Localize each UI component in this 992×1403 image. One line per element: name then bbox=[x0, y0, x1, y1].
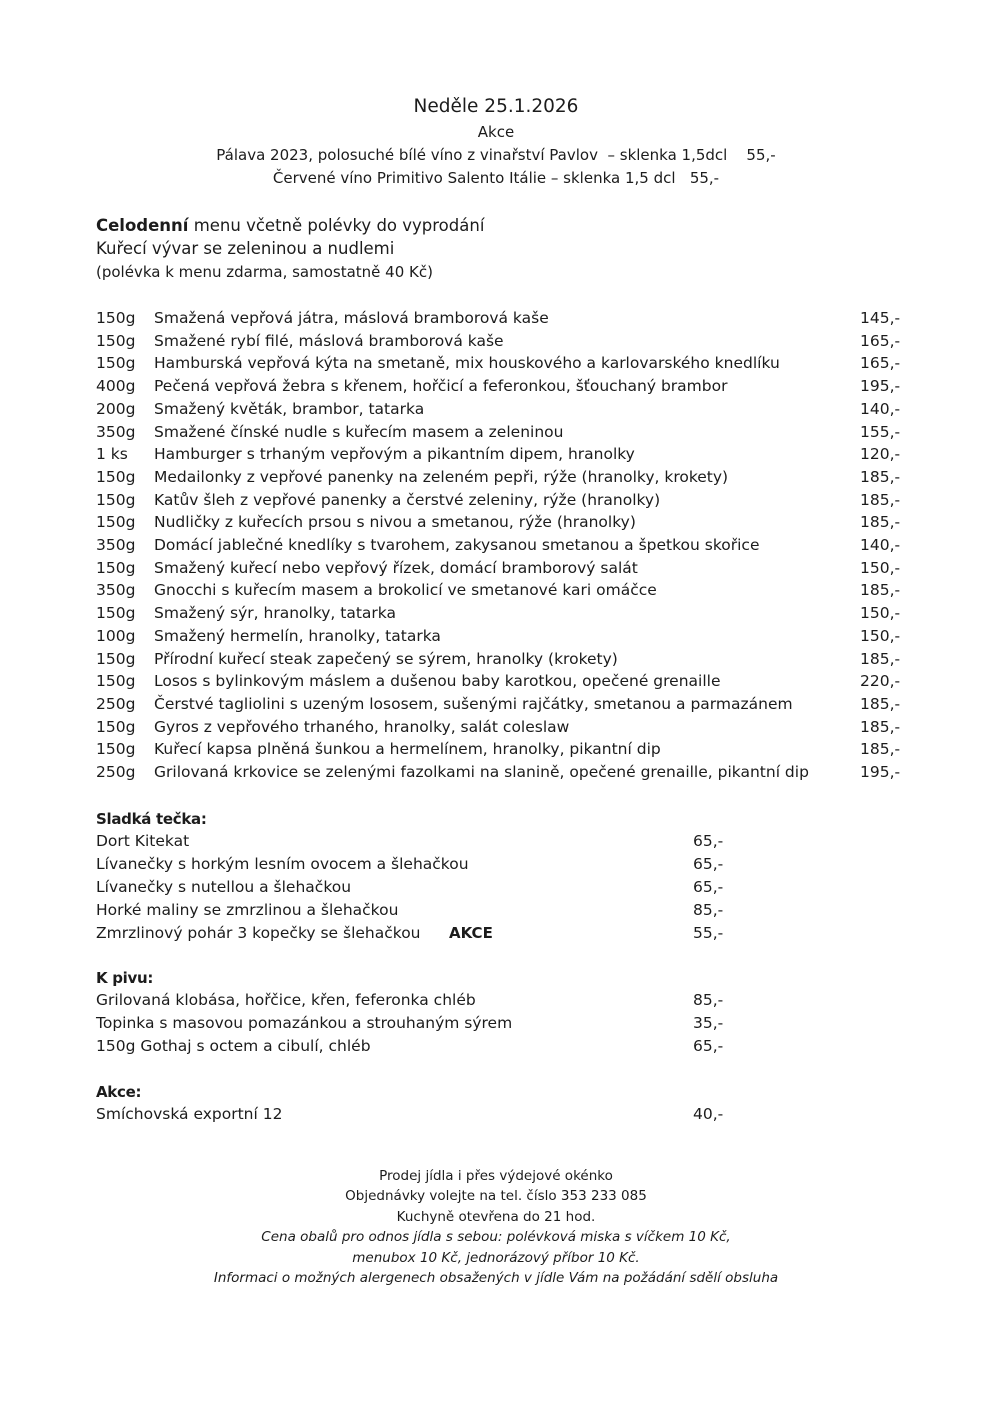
dessert-item-price: 65,- bbox=[693, 854, 724, 873]
promo-label: Akce bbox=[477, 123, 515, 141]
menu-item-name: Přírodní kuřecí steak zapečený se sýrem, hranolky (krokety) bbox=[154, 649, 618, 668]
menu-item-weight: 150g bbox=[96, 354, 136, 373]
menu-item-price: 195,- bbox=[860, 763, 901, 781]
desserts-heading: Sladká tečka: bbox=[96, 810, 207, 828]
menu-item-weight: 350g bbox=[96, 422, 136, 441]
dessert-item bbox=[0, 924, 992, 946]
menu-item-name: Smažený hermelín, hranolky, tatarka bbox=[154, 626, 441, 645]
menu-item-weight: 350g bbox=[96, 536, 136, 554]
daily-menu-intro-bold: Celodenní bbox=[96, 216, 189, 235]
menu-item bbox=[0, 650, 992, 672]
menu-item-price: 165,- bbox=[860, 331, 901, 350]
dessert-item bbox=[0, 878, 992, 900]
menu-item-weight: 150g bbox=[96, 309, 136, 327]
menu-item-weight: 100g bbox=[96, 626, 136, 645]
menu-item-price: 185,- bbox=[860, 581, 901, 600]
soup-of-day: Kuřecí vývar se zeleninou a nudlemi bbox=[96, 239, 395, 258]
dessert-item-price: 85,- bbox=[693, 900, 724, 919]
menu-item-name: Domácí jablečné knedlíky s tvarohem, zakysanou smetanou a špetkou skořice bbox=[154, 536, 760, 554]
menu-item-name: Hamburger s trhaným vepřovým a pikantním dipem, hranolky bbox=[154, 445, 635, 464]
menu-item-weight: 150g bbox=[96, 467, 136, 486]
menu-item-weight: 1 ks bbox=[96, 445, 128, 464]
menu-item-weight: 150g bbox=[96, 717, 136, 736]
menu-item bbox=[0, 309, 992, 331]
menu-item bbox=[0, 400, 992, 422]
menu-item-price: 185,- bbox=[860, 490, 901, 509]
menu-item-price: 165,- bbox=[860, 354, 901, 373]
menu-item-name: Grilovaná krkovice se zelenými fazolkami na slanině, opečené grenaille, pikantní dip bbox=[154, 763, 809, 781]
menu-item bbox=[0, 604, 992, 626]
menu-item bbox=[0, 468, 992, 490]
beer-snack-item bbox=[0, 1014, 992, 1036]
menu-item-weight: 250g bbox=[96, 694, 136, 713]
menu-item-weight: 350g bbox=[96, 581, 136, 600]
menu-item-weight: 150g bbox=[96, 513, 136, 532]
dessert-item bbox=[0, 832, 992, 854]
menu-item-name: Kuřecí kapsa plněná šunkou a hermelínem, hranolky, pikantní dip bbox=[154, 740, 661, 759]
promo-item bbox=[0, 1105, 992, 1127]
menu-item-price: 185,- bbox=[860, 467, 901, 486]
footer-line-phone: Objednávky volejte na tel. číslo 353 233 085 bbox=[345, 1188, 647, 1204]
beer-snack-item-price: 85,- bbox=[693, 991, 724, 1009]
menu-item-name: Smažené rybí filé, máslová bramborová kaše bbox=[154, 331, 504, 350]
daily-menu-intro bbox=[96, 216, 484, 235]
dessert-item bbox=[0, 855, 992, 877]
menu-item-price: 195,- bbox=[860, 377, 901, 396]
menu-item-price: 150,- bbox=[860, 558, 901, 577]
menu-item bbox=[0, 513, 992, 535]
menu-item-name: Katův šleh z vepřové panenky a čerstvé zeleniny, rýže (hranolky) bbox=[154, 490, 661, 509]
menu-item-name: Čerstvé tagliolini s uzeným lososem, sušenými rajčátky, smetanou a parmazánem bbox=[154, 694, 793, 713]
dessert-item-name: Lívanečky s horkým lesním ovocem a šlehačkou bbox=[96, 854, 469, 873]
menu-item-weight: 250g bbox=[96, 763, 136, 781]
beer-snack-item-name: Grilovaná klobása, hořčice, křen, feferonka chléb bbox=[96, 991, 476, 1009]
menu-item-price: 150,- bbox=[860, 604, 901, 623]
menu-item-name: Smažený květák, brambor, tatarka bbox=[154, 399, 425, 418]
menu-item-name: Smažený sýr, hranolky, tatarka bbox=[154, 604, 396, 623]
menu-item bbox=[0, 491, 992, 513]
soup-note: (polévka k menu zdarma, samostatně 40 Kč) bbox=[96, 263, 433, 281]
menu-item-name: Gyros z vepřového trhaného, hranolky, salát coleslaw bbox=[154, 717, 570, 736]
menu-item-price: 220,- bbox=[860, 672, 901, 691]
menu-item bbox=[0, 740, 992, 762]
menu-item-weight: 150g bbox=[96, 558, 136, 577]
menu-item-name: Medailonky z vepřové panenky na zeleném pepři, rýže (hranolky, krokety) bbox=[154, 467, 729, 486]
beer-snack-item-name: 150g Gothaj s octem a cibulí, chléb bbox=[96, 1036, 371, 1055]
dessert-item-price: 65,- bbox=[693, 877, 724, 896]
menu-item bbox=[0, 763, 992, 785]
dessert-item-name: Lívanečky s nutellou a šlehačkou bbox=[96, 877, 352, 896]
dessert-item-tag: AKCE bbox=[449, 923, 493, 942]
menu-item bbox=[0, 718, 992, 740]
menu-item bbox=[0, 536, 992, 558]
menu-item-price: 140,- bbox=[860, 536, 901, 554]
menu-item-name: Gnocchi s kuřecím masem a brokolicí ve smetanové kari omáčce bbox=[154, 581, 657, 600]
menu-item-name: Hamburská vepřová kýta na smetaně, mix houskového a karlovarského knedlíku bbox=[154, 354, 780, 373]
menu-item-name: Pečená vepřová žebra s křenem, hořčicí a feferonkou, šťouchaný brambor bbox=[154, 377, 728, 396]
menu-item bbox=[0, 581, 992, 603]
dessert-item-name: Dort Kitekat bbox=[96, 832, 190, 850]
daily-menu-intro-rest: menu včetně polévky do vyprodání bbox=[188, 216, 485, 235]
dessert-item-price: 55,- bbox=[693, 923, 724, 942]
menu-item-price: 185,- bbox=[860, 740, 901, 759]
menu-item-price: 145,- bbox=[860, 309, 901, 327]
menu-item-price: 140,- bbox=[860, 399, 901, 418]
beer-snacks-heading: K pivu: bbox=[96, 969, 154, 987]
menu-item-name: Smažený kuřecí nebo vepřový řízek, domácí bramborový salát bbox=[154, 558, 638, 577]
menu-item-name: Smažená vepřová játra, máslová bramborová kaše bbox=[154, 309, 549, 327]
menu-item-weight: 200g bbox=[96, 399, 136, 418]
dessert-item-name: Zmrzlinový pohár 3 kopečky se šlehačkou bbox=[96, 923, 421, 942]
menu-item-weight: 150g bbox=[96, 649, 136, 668]
footer-line-packaging-1: Cena obalů pro odnos jídla s sebou: polévková miska s víčkem 10 Kč, bbox=[261, 1229, 731, 1245]
footer-line-allergens: Informaci o možných alergenech obsažených v jídle Vám na požádání sdělí obsluha bbox=[213, 1270, 779, 1286]
page-title: Neděle 25.1.2026 bbox=[413, 96, 579, 117]
menu-item bbox=[0, 695, 992, 717]
beer-snack-item-price: 35,- bbox=[693, 1013, 724, 1032]
menu-item-price: 185,- bbox=[860, 513, 901, 532]
menu-item-weight: 150g bbox=[96, 331, 136, 350]
menu-item bbox=[0, 559, 992, 581]
promo-item-price: 40,- bbox=[693, 1105, 724, 1123]
menu-item-name: Nudličky z kuřecích prsou s nivou a smetanou, rýže (hranolky) bbox=[154, 513, 636, 532]
menu-item-weight: 150g bbox=[96, 604, 136, 623]
menu-item-price: 185,- bbox=[860, 694, 901, 713]
menu-item-weight: 150g bbox=[96, 672, 136, 691]
beer-snack-item bbox=[0, 991, 992, 1013]
menu-item-price: 155,- bbox=[860, 422, 901, 441]
menu-item-name: Smažené čínské nudle s kuřecím masem a zeleninou bbox=[154, 422, 564, 441]
menu-item-price: 185,- bbox=[860, 717, 901, 736]
menu-item-name: Losos s bylinkovým máslem a dušenou baby karotkou, opečené grenaille bbox=[154, 672, 721, 691]
menu-item-weight: 400g bbox=[96, 377, 136, 396]
footer-line-hours: Kuchyně otevřena do 21 hod. bbox=[396, 1209, 596, 1225]
promo-line-wine-white: Pálava 2023, polosuché bílé víno z vinařství Pavlov – sklenka 1,5dcl 55,- bbox=[216, 146, 776, 164]
menu-item bbox=[0, 377, 992, 399]
beer-snack-item-name: Topinka s masovou pomazánkou a strouhaným sýrem bbox=[96, 1013, 513, 1032]
menu-item bbox=[0, 332, 992, 354]
dessert-item bbox=[0, 901, 992, 923]
footer-line-takeaway: Prodej jídla i přes výdejové okénko bbox=[379, 1168, 613, 1184]
menu-item bbox=[0, 354, 992, 376]
dessert-item-price: 65,- bbox=[693, 832, 724, 850]
promo-item-name: Smíchovská exportní 12 bbox=[96, 1105, 283, 1123]
menu-item bbox=[0, 423, 992, 445]
beer-snack-item-price: 65,- bbox=[693, 1036, 724, 1055]
menu-item bbox=[0, 445, 992, 467]
beer-snack-item bbox=[0, 1037, 992, 1059]
dessert-item-name: Horké maliny se zmrzlinou a šlehačkou bbox=[96, 900, 399, 919]
menu-item-price: 150,- bbox=[860, 626, 901, 645]
menu-item bbox=[0, 672, 992, 694]
promo-heading: Akce: bbox=[96, 1083, 142, 1101]
menu-item-price: 120,- bbox=[860, 445, 901, 464]
footer-line-packaging-2: menubox 10 Kč, jednorázový příbor 10 Kč. bbox=[352, 1250, 640, 1266]
menu-item-price: 185,- bbox=[860, 649, 901, 668]
promo-line-wine-red: Červené víno Primitivo Salento Itálie – sklenka 1,5 dcl 55,- bbox=[272, 169, 720, 187]
menu-item bbox=[0, 627, 992, 649]
menu-item-weight: 150g bbox=[96, 740, 136, 759]
menu-item-weight: 150g bbox=[96, 490, 136, 509]
